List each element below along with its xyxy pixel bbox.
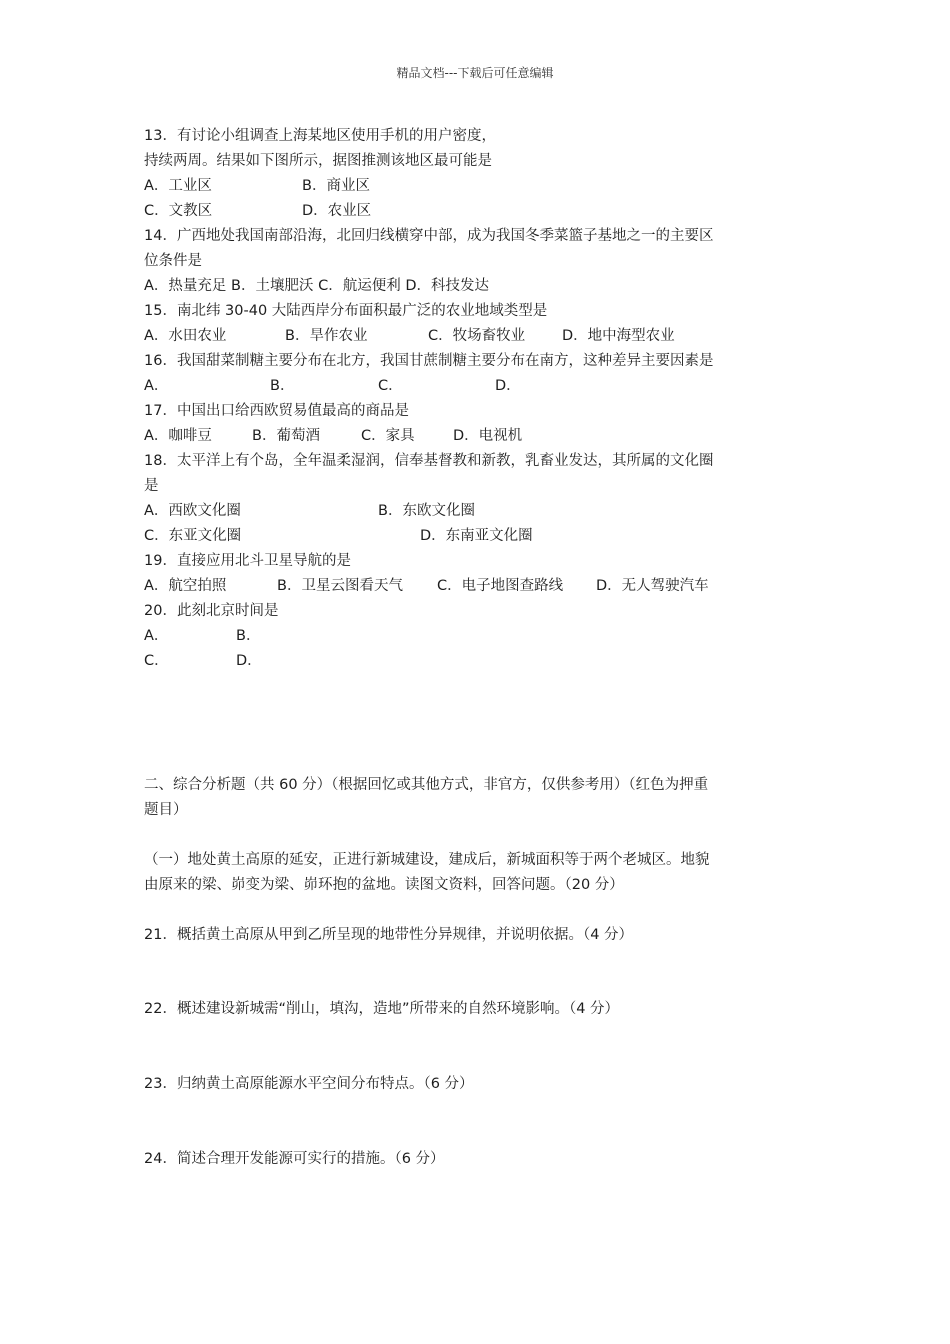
q18-option-d: D．东南亚文化圈 [420, 528, 533, 544]
q16-option-d: D． [495, 378, 521, 394]
q17-option-b: B．葡萄酒 [252, 428, 320, 444]
q13-option-c: C．文教区 [144, 203, 213, 219]
q18-options-row1 [144, 501, 804, 521]
q16-stem: 16．我国甜菜制糖主要分布在北方，我国甘蔗制糖主要分布在南方，这种差异主要因素是 [144, 353, 714, 369]
q13-stem-line2: 持续两周。结果如下图所示，据图推测该地区最可能是 [144, 153, 492, 169]
q18-options-row2 [144, 526, 804, 546]
part1-intro-line1: （一）地处黄土高原的延安，正进行新城建设，建成后，新城面积等于两个老城区。地貌 [144, 852, 710, 868]
q19-options [144, 576, 804, 596]
section2-title-line1: 二、综合分析题（共 60 分）（根据回忆或其他方式，非官方，仅供参考用）（红色为押重 [144, 777, 709, 793]
q16-option-c: C． [378, 378, 403, 394]
q20-option-c: C． [144, 653, 169, 669]
q19-option-b: B．卫星云图看天气 [277, 578, 403, 594]
q19-option-a: A．航空拍照 [144, 578, 227, 594]
q19-option-c: C．电子地图查路线 [437, 578, 564, 594]
q17-options [144, 426, 804, 446]
q13-options-row2 [144, 201, 804, 221]
q13-option-d: D．农业区 [302, 203, 372, 219]
q20-option-b: B． [236, 628, 261, 644]
q17-option-c: C．家具 [361, 428, 415, 444]
section2-title-line2: 题目） [144, 802, 188, 818]
q14-stem-line1: 14．广西地处我国南部沿海，北回归线横穿中部，成为我国冬季菜篮子基地之一的主要区 [144, 228, 714, 244]
q20-options-row1 [144, 626, 804, 646]
q15-options [144, 326, 804, 346]
q16-option-a: A． [144, 378, 169, 394]
q20-option-a: A． [144, 628, 169, 644]
q18-stem-line2: 是 [144, 478, 159, 494]
q20-option-d: D． [236, 653, 262, 669]
q13-stem-line1: 13．有讨论小组调查上海某地区使用手机的用户密度， [144, 128, 496, 144]
q15-option-a: A．水田农业 [144, 328, 227, 344]
q17-stem: 17．中国出口给西欧贸易值最高的商品是 [144, 403, 409, 419]
q15-option-d: D．地中海型农业 [562, 328, 675, 344]
q23-question: 23．归纳黄土高原能源水平空间分布特点。（6 分） [144, 1076, 474, 1092]
q18-option-c: C．东亚文化圈 [144, 528, 242, 544]
page-header: 精品文档---下载后可任意编辑 [396, 66, 554, 80]
q18-stem-line1: 18．太平洋上有个岛，全年温柔湿润，信奉基督教和新教，乳畜业发达，其所属的文化圈 [144, 453, 714, 469]
q13-option-a: A．工业区 [144, 178, 212, 194]
q17-option-d: D．电视机 [453, 428, 523, 444]
q15-stem: 15．南北纬 30-40 大陆西岸分布面积最广泛的农业地域类型是 [144, 303, 548, 319]
q17-option-a: A．咖啡豆 [144, 428, 212, 444]
q18-option-a: A．西欧文化圈 [144, 503, 241, 519]
q16-option-b: B． [270, 378, 295, 394]
q13-options-row1 [144, 176, 804, 196]
part1-intro-line2: 由原来的梁、峁变为梁、峁环抱的盆地。读图文资料，回答问题。（20 分） [144, 877, 624, 893]
q16-options [144, 376, 804, 396]
q13-option-b: B．商业区 [302, 178, 370, 194]
q24-question: 24．简述合理开发能源可实行的措施。（6 分） [144, 1151, 445, 1167]
q21-question: 21．概括黄土高原从甲到乙所呈现的地带性分异规律，并说明依据。（4 分） [144, 927, 634, 943]
q14-stem-line2: 位条件是 [144, 253, 202, 269]
q20-options-row2 [144, 651, 804, 671]
q15-option-c: C．牧场畜牧业 [428, 328, 526, 344]
q18-option-b: B．东欧文化圈 [378, 503, 475, 519]
q19-stem: 19．直接应用北斗卫星导航的是 [144, 553, 351, 569]
q20-stem: 20．此刻北京时间是 [144, 603, 279, 619]
q22-question: 22．概述建设新城需“削山，填沟，造地”所带来的自然环境影响。（4 分） [144, 1001, 620, 1017]
q14-options: A．热量充足 B．土壤肥沃 C．航运便利 D．科技发达 [144, 278, 489, 294]
q15-option-b: B．旱作农业 [285, 328, 368, 344]
q19-option-d: D．无人驾驶汽车 [596, 578, 709, 594]
